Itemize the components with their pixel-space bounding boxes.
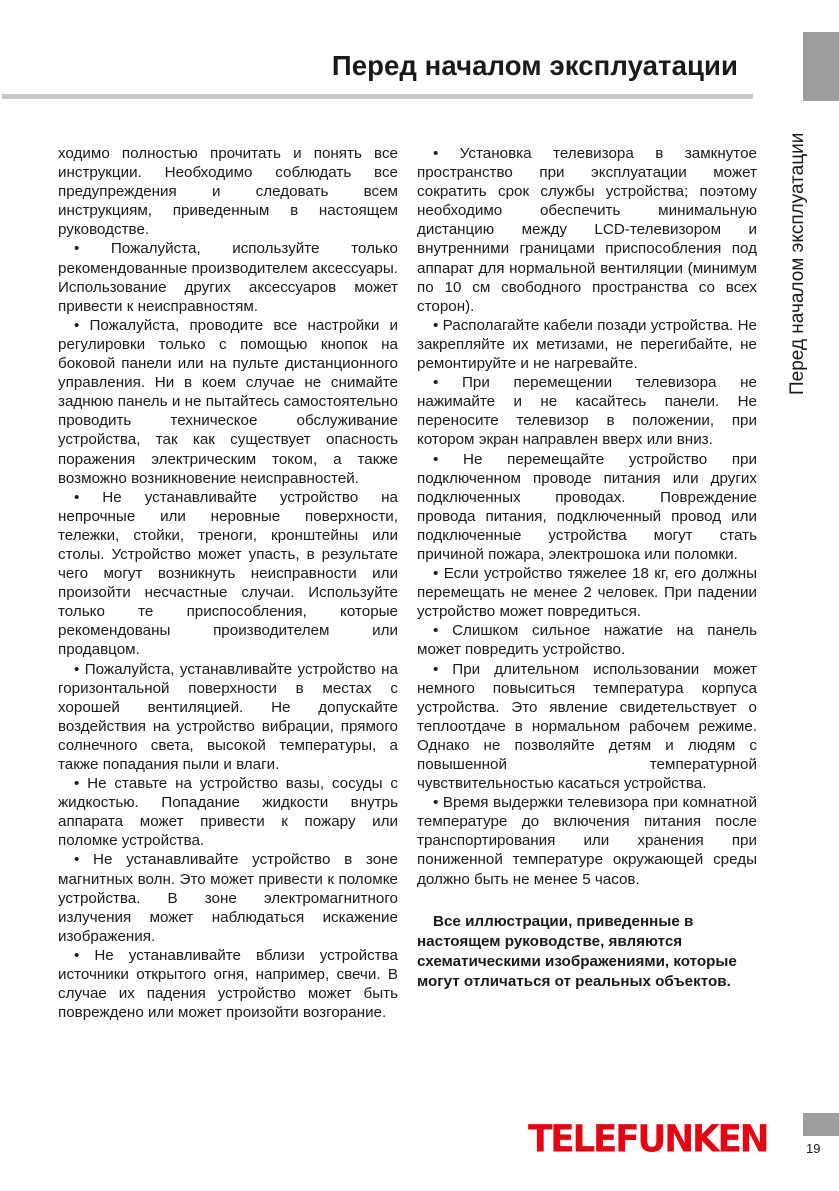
left-column: [58, 144, 398, 1022]
paragraph: • Пожалуйста, используйте только рекомендованные производителем аксессуары. Использование других аксессуаров может привести к неисправностям.: [58, 240, 398, 315]
paragraph: • Если устройство тяжелее 18 кг, его должны перемещать не менее 2 человек. При падении устройство может повредиться.: [417, 565, 757, 621]
page-number-tab: [803, 1113, 839, 1136]
page-title: Перед началом эксплуатации: [331, 50, 738, 81]
paragraph: • Не устанавливайте устройство в зоне магнитных волн. Это может привести к поломке устройства. В зоне электромагнитного излучения может наблюдаться искажение изображения.: [58, 851, 398, 945]
paragraph: • Пожалуйста, проводите все настройки и регулировки только с помощью кнопок на боковой панели или на пульте дистанционного управления. Ни в коем случае не снимайте заднюю панель и не пытайтесь самостоятельно проводить техническое обслуживание устройства, так как существует опасность поражения электрическим током, а также возможно возникновение неисправностей.: [58, 316, 398, 487]
side-section-label: Перед началом эксплуатации: [787, 132, 808, 395]
paragraph: • При перемещении телевизора не нажимайте и не касайтесь панели. Не переносите телевизор в положении, при котором экран направлен вверх или вниз.: [417, 374, 757, 449]
illustration-note: Все иллюстрации, приведенные в настоящем руководстве, являются схематическими изображениями, которые могут отличаться от реальных объектов.: [417, 912, 737, 990]
paragraph: • Не устанавливайте вблизи устройства источники открытого огня, например, свечи. В случае их падения устройство может быть повреждено или может произойти возгорание.: [58, 946, 398, 1022]
header-divider: [2, 94, 753, 99]
paragraph: • Не устанавливайте устройство на непрочные или неровные поверхности, тележки, стойки, треноги, кронштейны или столы. Устройство может упасть, в результате чего могут возникнуть неисправности или произойти несчастные случаи. Используйте только те приспособления, которые рекомендованы производителем или продавцом.: [58, 488, 398, 659]
paragraph: ходимо полностью прочитать и понять все инструкции. Необходимо соблюдать все предупреждения и следовать всем инструкциям, приведенным в настоящем руководстве.: [58, 145, 398, 239]
paragraph: • Пожалуйста, устанавливайте устройство на горизонтальной поверхности в местах с хорошей вентиляцией. Не допускайте воздействия на устройство вибрации, прямого солнечного света, высокой температуры, а также попадания пыли и влаги.: [58, 660, 398, 773]
side-tab-marker: [803, 32, 839, 101]
page-number: 19: [806, 1141, 821, 1156]
paragraph: • При длительном использовании может немного повыситься температура корпуса устройства. Это явление свидетельствует о теплоотдаче в нормальном рабочем режиме. Однако не позволяйте детям и людям с повышенной температурной чувствительностью касаться устройства.: [417, 660, 757, 793]
paragraph: • Слишком сильное нажатие на панель может повредить устройство.: [417, 622, 757, 659]
paragraph: • Не перемещайте устройство при подключенном проводе питания или других подключенных проводах. Повреждение провода питания, подключенный провод или подключенные устройства могут стать причиной пожара, электрошока или поломки.: [417, 450, 757, 563]
paragraph: • Не ставьте на устройство вазы, сосуды с жидкостью. Попадание жидкости внутрь аппарата может привести к пожару или поломке устройства.: [58, 775, 398, 850]
paragraph: • Установка телевизора в замкнутое пространство при эксплуатации может сократить срок службы устройства; поэтому необходимо обеспечить минимальную дистанцию между LCD-телевизором и внутренними границами приспособления под аппарат для нормальной вентиляции (минимум по 10 см свободного пространства со всех сторон).: [417, 145, 757, 315]
paragraph: • Время выдержки телевизора при комнатной температуре до включения питания после транспортирования или хранения при пониженной температуре окружающей среды должно быть не менее 5 часов.: [417, 794, 757, 888]
right-column: [417, 144, 757, 992]
paragraph: • Располагайте кабели позади устройства. Не закрепляйте их метизами, не перегибайте, не ремонтируйте и не нагревайте.: [417, 316, 757, 373]
telefunken-logo: TELEFUNKEN: [528, 1118, 768, 1162]
